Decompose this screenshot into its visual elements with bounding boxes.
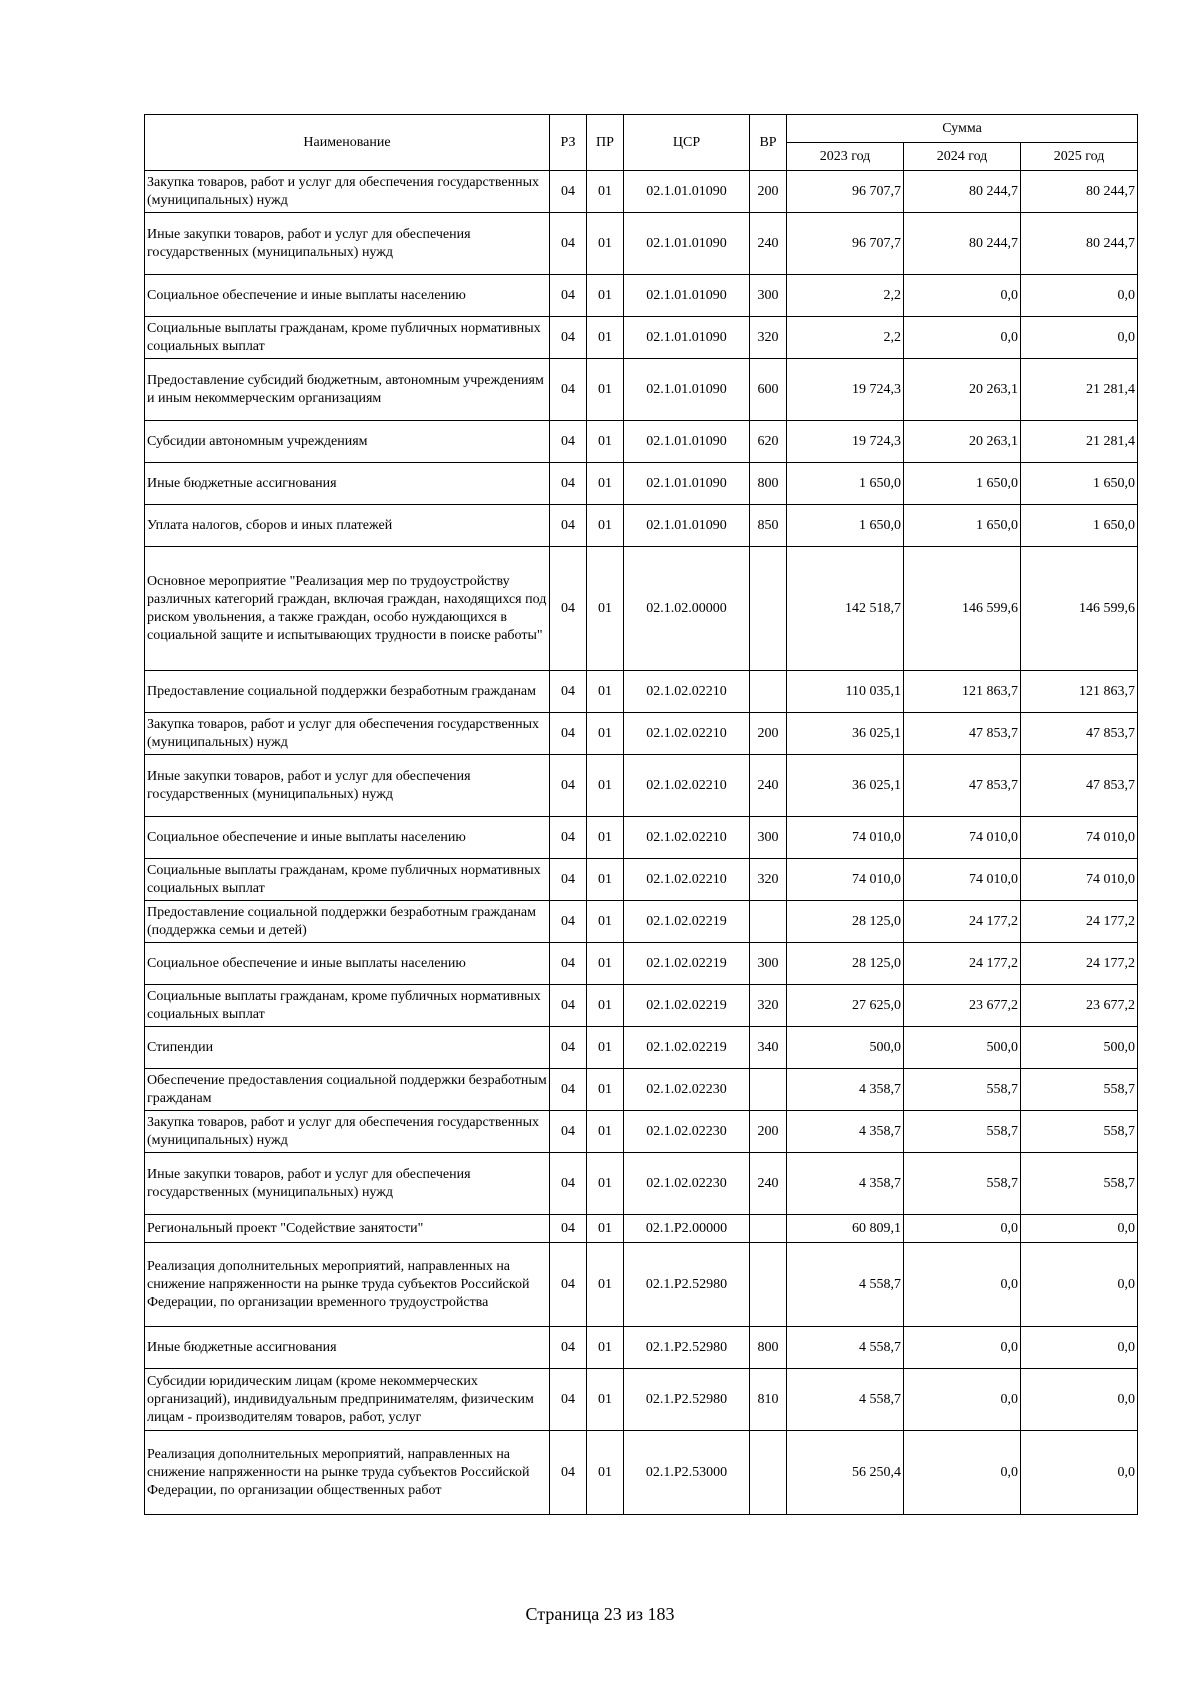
row-2024-cell: 1 650,0 (904, 463, 1021, 505)
row-name-cell: Предоставление субсидий бюджетным, автономным учреждениям и иным некоммерческим организациям (145, 359, 550, 421)
row-2023-cell: 1 650,0 (787, 463, 904, 505)
row-2023-cell: 1 650,0 (787, 505, 904, 547)
row-vr-cell (750, 1431, 787, 1515)
row-csr-cell: 02.1.01.01090 (624, 317, 750, 359)
row-2025-cell: 0,0 (1021, 1215, 1138, 1243)
table-row (145, 943, 1138, 985)
row-2025-cell: 80 244,7 (1021, 171, 1138, 213)
row-2025-cell: 1 650,0 (1021, 505, 1138, 547)
table-row (145, 1027, 1138, 1069)
table-row (145, 171, 1138, 213)
header-rz: РЗ (550, 115, 587, 171)
row-2024-cell: 121 863,7 (904, 671, 1021, 713)
row-csr-cell: 02.1.02.02230 (624, 1153, 750, 1215)
row-vr-cell: 800 (750, 463, 787, 505)
header-name: Наименование (145, 115, 550, 171)
row-pr-cell: 01 (587, 547, 624, 671)
row-2023-cell: 4 558,7 (787, 1369, 904, 1431)
row-2025-cell: 74 010,0 (1021, 859, 1138, 901)
table-row (145, 859, 1138, 901)
row-name-cell: Социальные выплаты гражданам, кроме публичных нормативных социальных выплат (145, 859, 550, 901)
row-name-cell: Иные закупки товаров, работ и услуг для обеспечения государственных (муниципальных) нужд (145, 1153, 550, 1215)
row-csr-cell: 02.1.02.00000 (624, 547, 750, 671)
row-vr-cell (750, 1243, 787, 1327)
row-rz-cell: 04 (550, 901, 587, 943)
row-vr-cell: 300 (750, 275, 787, 317)
table-row (145, 421, 1138, 463)
row-name-cell: Субсидии юридическим лицам (кроме некоммерческих организаций), индивидуальным предпринимателям, физическим лицам - производителям товаров, работ, услуг (145, 1369, 550, 1431)
row-pr-cell: 01 (587, 171, 624, 213)
row-2023-cell: 96 707,7 (787, 171, 904, 213)
table-row (145, 671, 1138, 713)
row-2024-cell: 500,0 (904, 1027, 1021, 1069)
row-2023-cell: 74 010,0 (787, 817, 904, 859)
row-rz-cell: 04 (550, 359, 587, 421)
row-2024-cell: 24 177,2 (904, 901, 1021, 943)
row-name-cell: Социальное обеспечение и иные выплаты населению (145, 275, 550, 317)
row-2025-cell: 80 244,7 (1021, 213, 1138, 275)
header-sum: Сумма (787, 115, 1138, 143)
row-2024-cell: 80 244,7 (904, 213, 1021, 275)
row-name-cell: Социальное обеспечение и иные выплаты населению (145, 817, 550, 859)
row-2023-cell: 4 358,7 (787, 1069, 904, 1111)
row-2025-cell: 500,0 (1021, 1027, 1138, 1069)
row-pr-cell: 01 (587, 985, 624, 1027)
row-2024-cell: 23 677,2 (904, 985, 1021, 1027)
table-row (145, 1431, 1138, 1515)
row-pr-cell: 01 (587, 1431, 624, 1515)
row-name-cell: Социальное обеспечение и иные выплаты населению (145, 943, 550, 985)
row-pr-cell: 01 (587, 1027, 624, 1069)
row-2024-cell: 74 010,0 (904, 859, 1021, 901)
row-csr-cell: 02.1.P2.00000 (624, 1215, 750, 1243)
row-rz-cell: 04 (550, 275, 587, 317)
header-2025: 2025 год (1021, 143, 1138, 171)
row-csr-cell: 02.1.02.02210 (624, 755, 750, 817)
row-pr-cell: 01 (587, 817, 624, 859)
row-pr-cell: 01 (587, 505, 624, 547)
row-csr-cell: 02.1.02.02230 (624, 1111, 750, 1153)
row-rz-cell: 04 (550, 943, 587, 985)
row-2023-cell: 4 358,7 (787, 1111, 904, 1153)
row-csr-cell: 02.1.02.02210 (624, 671, 750, 713)
row-csr-cell: 02.1.02.02219 (624, 985, 750, 1027)
row-vr-cell: 620 (750, 421, 787, 463)
row-rz-cell: 04 (550, 1111, 587, 1153)
row-csr-cell: 02.1.02.02219 (624, 1027, 750, 1069)
row-2024-cell: 1 650,0 (904, 505, 1021, 547)
row-pr-cell: 01 (587, 859, 624, 901)
row-2025-cell: 0,0 (1021, 317, 1138, 359)
row-vr-cell: 800 (750, 1327, 787, 1369)
row-vr-cell: 200 (750, 1111, 787, 1153)
row-pr-cell: 01 (587, 317, 624, 359)
table-row (145, 547, 1138, 671)
page-number: Страница 23 из 183 (525, 1604, 675, 1624)
row-vr-cell: 600 (750, 359, 787, 421)
row-name-cell: Обеспечение предоставления социальной поддержки безработным гражданам (145, 1069, 550, 1111)
row-vr-cell: 810 (750, 1369, 787, 1431)
row-rz-cell: 04 (550, 817, 587, 859)
row-csr-cell: 02.1.02.02230 (624, 1069, 750, 1111)
row-name-cell: Иные закупки товаров, работ и услуг для обеспечения государственных (муниципальных) нужд (145, 213, 550, 275)
row-csr-cell: 02.1.01.01090 (624, 275, 750, 317)
row-vr-cell: 240 (750, 755, 787, 817)
row-vr-cell: 300 (750, 817, 787, 859)
row-2023-cell: 56 250,4 (787, 1431, 904, 1515)
row-2024-cell: 558,7 (904, 1111, 1021, 1153)
row-vr-cell (750, 671, 787, 713)
row-2025-cell: 0,0 (1021, 1431, 1138, 1515)
row-rz-cell: 04 (550, 1069, 587, 1111)
row-name-cell: Иные закупки товаров, работ и услуг для обеспечения государственных (муниципальных) нужд (145, 755, 550, 817)
row-vr-cell: 200 (750, 171, 787, 213)
table-row (145, 817, 1138, 859)
row-csr-cell: 02.1.01.01090 (624, 505, 750, 547)
row-2024-cell: 0,0 (904, 1215, 1021, 1243)
row-2023-cell: 2,2 (787, 317, 904, 359)
row-rz-cell: 04 (550, 213, 587, 275)
row-pr-cell: 01 (587, 713, 624, 755)
table-row (145, 713, 1138, 755)
row-2023-cell: 4 358,7 (787, 1153, 904, 1215)
row-rz-cell: 04 (550, 713, 587, 755)
row-2023-cell: 74 010,0 (787, 859, 904, 901)
row-2023-cell: 36 025,1 (787, 755, 904, 817)
row-name-cell: Закупка товаров, работ и услуг для обеспечения государственных (муниципальных) нужд (145, 1111, 550, 1153)
row-rz-cell: 04 (550, 671, 587, 713)
row-2025-cell: 24 177,2 (1021, 901, 1138, 943)
header-csr: ЦСР (624, 115, 750, 171)
row-2024-cell: 80 244,7 (904, 171, 1021, 213)
row-rz-cell: 04 (550, 859, 587, 901)
row-rz-cell: 04 (550, 505, 587, 547)
row-rz-cell: 04 (550, 755, 587, 817)
table-row (145, 317, 1138, 359)
table-row (145, 275, 1138, 317)
row-rz-cell: 04 (550, 1027, 587, 1069)
row-2023-cell: 110 035,1 (787, 671, 904, 713)
table-row (145, 463, 1138, 505)
row-pr-cell: 01 (587, 1153, 624, 1215)
row-pr-cell: 01 (587, 213, 624, 275)
row-2025-cell: 0,0 (1021, 1327, 1138, 1369)
row-csr-cell: 02.1.01.01090 (624, 359, 750, 421)
row-2025-cell: 24 177,2 (1021, 943, 1138, 985)
row-name-cell: Предоставление социальной поддержки безработным гражданам (145, 671, 550, 713)
table-row (145, 985, 1138, 1027)
row-2024-cell: 0,0 (904, 1431, 1021, 1515)
header-2023: 2023 год (787, 143, 904, 171)
table-row (145, 1111, 1138, 1153)
row-rz-cell: 04 (550, 1243, 587, 1327)
row-name-cell: Иные бюджетные ассигнования (145, 1327, 550, 1369)
row-rz-cell: 04 (550, 1431, 587, 1515)
row-name-cell: Социальные выплаты гражданам, кроме публичных нормативных социальных выплат (145, 985, 550, 1027)
row-csr-cell: 02.1.P2.52980 (624, 1243, 750, 1327)
row-2024-cell: 0,0 (904, 1369, 1021, 1431)
header-2024: 2024 год (904, 143, 1021, 171)
table-row (145, 1369, 1138, 1431)
row-pr-cell: 01 (587, 1111, 624, 1153)
header-pr: ПР (587, 115, 624, 171)
row-pr-cell: 01 (587, 463, 624, 505)
row-2024-cell: 74 010,0 (904, 817, 1021, 859)
row-2025-cell: 74 010,0 (1021, 817, 1138, 859)
row-csr-cell: 02.1.02.02210 (624, 713, 750, 755)
row-pr-cell: 01 (587, 1243, 624, 1327)
row-2025-cell: 558,7 (1021, 1111, 1138, 1153)
row-2024-cell: 558,7 (904, 1153, 1021, 1215)
row-name-cell: Реализация дополнительных мероприятий, направленных на снижение напряженности на рынке труда субъектов Российской Федерации, по организации общественных работ (145, 1431, 550, 1515)
row-name-cell: Социальные выплаты гражданам, кроме публичных нормативных социальных выплат (145, 317, 550, 359)
row-name-cell: Основное мероприятие "Реализация мер по трудоустройству различных категорий граждан, включая граждан, находящихся под риском увольнения, а также граждан, особо нуждающихся в социальной защите и испытывающих трудности в поиске работы" (145, 547, 550, 671)
row-2023-cell: 4 558,7 (787, 1243, 904, 1327)
row-csr-cell: 02.1.01.01090 (624, 213, 750, 275)
row-csr-cell: 02.1.P2.52980 (624, 1327, 750, 1369)
row-pr-cell: 01 (587, 1369, 624, 1431)
row-2023-cell: 28 125,0 (787, 901, 904, 943)
row-2025-cell: 21 281,4 (1021, 421, 1138, 463)
row-rz-cell: 04 (550, 1153, 587, 1215)
header-vr: ВР (750, 115, 787, 171)
row-2023-cell: 28 125,0 (787, 943, 904, 985)
row-2023-cell: 27 625,0 (787, 985, 904, 1027)
row-vr-cell (750, 901, 787, 943)
row-2025-cell: 121 863,7 (1021, 671, 1138, 713)
row-csr-cell: 02.1.02.02210 (624, 859, 750, 901)
row-2023-cell: 19 724,3 (787, 421, 904, 463)
row-2023-cell: 96 707,7 (787, 213, 904, 275)
table-row (145, 1327, 1138, 1369)
row-csr-cell: 02.1.01.01090 (624, 171, 750, 213)
row-2025-cell: 0,0 (1021, 1243, 1138, 1327)
row-2024-cell: 0,0 (904, 275, 1021, 317)
row-csr-cell: 02.1.P2.53000 (624, 1431, 750, 1515)
row-name-cell: Закупка товаров, работ и услуг для обеспечения государственных (муниципальных) нужд (145, 171, 550, 213)
row-2025-cell: 0,0 (1021, 1369, 1138, 1431)
row-2024-cell: 24 177,2 (904, 943, 1021, 985)
row-2024-cell: 0,0 (904, 317, 1021, 359)
table-row (145, 1215, 1138, 1243)
row-2025-cell: 21 281,4 (1021, 359, 1138, 421)
row-vr-cell: 320 (750, 859, 787, 901)
row-vr-cell: 240 (750, 213, 787, 275)
row-2024-cell: 0,0 (904, 1327, 1021, 1369)
table-row (145, 505, 1138, 547)
row-pr-cell: 01 (587, 943, 624, 985)
row-csr-cell: 02.1.01.01090 (624, 463, 750, 505)
row-name-cell: Уплата налогов, сборов и иных платежей (145, 505, 550, 547)
row-vr-cell (750, 1215, 787, 1243)
row-2025-cell: 0,0 (1021, 275, 1138, 317)
row-csr-cell: 02.1.01.01090 (624, 421, 750, 463)
row-pr-cell: 01 (587, 275, 624, 317)
row-vr-cell: 240 (750, 1153, 787, 1215)
row-csr-cell: 02.1.02.02219 (624, 943, 750, 985)
row-vr-cell: 200 (750, 713, 787, 755)
row-vr-cell: 320 (750, 985, 787, 1027)
row-2025-cell: 146 599,6 (1021, 547, 1138, 671)
table-row (145, 1153, 1138, 1215)
row-name-cell: Закупка товаров, работ и услуг для обеспечения государственных (муниципальных) нужд (145, 713, 550, 755)
row-rz-cell: 04 (550, 463, 587, 505)
row-name-cell: Субсидии автономным учреждениям (145, 421, 550, 463)
row-rz-cell: 04 (550, 1215, 587, 1243)
row-rz-cell: 04 (550, 317, 587, 359)
row-pr-cell: 01 (587, 1215, 624, 1243)
table-row (145, 359, 1138, 421)
table-row (145, 1069, 1138, 1111)
row-rz-cell: 04 (550, 171, 587, 213)
row-vr-cell: 300 (750, 943, 787, 985)
row-rz-cell: 04 (550, 1327, 587, 1369)
row-csr-cell: 02.1.P2.52980 (624, 1369, 750, 1431)
row-2024-cell: 20 263,1 (904, 359, 1021, 421)
table-row (145, 901, 1138, 943)
row-name-cell: Реализация дополнительных мероприятий, направленных на снижение напряженности на рынке труда субъектов Российской Федерации, по организации временного трудоустройства (145, 1243, 550, 1327)
table-body (145, 171, 1138, 1515)
row-2024-cell: 47 853,7 (904, 713, 1021, 755)
row-2025-cell: 558,7 (1021, 1153, 1138, 1215)
row-name-cell: Иные бюджетные ассигнования (145, 463, 550, 505)
row-rz-cell: 04 (550, 421, 587, 463)
row-2025-cell: 47 853,7 (1021, 713, 1138, 755)
row-2025-cell: 1 650,0 (1021, 463, 1138, 505)
row-pr-cell: 01 (587, 1327, 624, 1369)
row-pr-cell: 01 (587, 901, 624, 943)
row-2024-cell: 146 599,6 (904, 547, 1021, 671)
row-vr-cell: 320 (750, 317, 787, 359)
row-rz-cell: 04 (550, 985, 587, 1027)
row-2023-cell: 2,2 (787, 275, 904, 317)
row-pr-cell: 01 (587, 421, 624, 463)
row-rz-cell: 04 (550, 547, 587, 671)
row-2025-cell: 47 853,7 (1021, 755, 1138, 817)
budget-table (144, 114, 1138, 1515)
row-2025-cell: 23 677,2 (1021, 985, 1138, 1027)
row-vr-cell (750, 1069, 787, 1111)
row-pr-cell: 01 (587, 671, 624, 713)
row-name-cell: Предоставление социальной поддержки безработным гражданам (поддержка семьи и детей) (145, 901, 550, 943)
row-name-cell: Стипендии (145, 1027, 550, 1069)
row-2023-cell: 19 724,3 (787, 359, 904, 421)
row-csr-cell: 02.1.02.02210 (624, 817, 750, 859)
row-vr-cell (750, 547, 787, 671)
row-2023-cell: 500,0 (787, 1027, 904, 1069)
row-rz-cell: 04 (550, 1369, 587, 1431)
row-pr-cell: 01 (587, 1069, 624, 1111)
row-2023-cell: 36 025,1 (787, 713, 904, 755)
row-2024-cell: 20 263,1 (904, 421, 1021, 463)
row-vr-cell: 850 (750, 505, 787, 547)
row-2025-cell: 558,7 (1021, 1069, 1138, 1111)
row-2024-cell: 0,0 (904, 1243, 1021, 1327)
table-row (145, 213, 1138, 275)
table-row (145, 1243, 1138, 1327)
row-2023-cell: 60 809,1 (787, 1215, 904, 1243)
row-pr-cell: 01 (587, 755, 624, 817)
row-2024-cell: 558,7 (904, 1069, 1021, 1111)
table-row (145, 755, 1138, 817)
row-name-cell: Региональный проект "Содействие занятости" (145, 1215, 550, 1243)
row-vr-cell: 340 (750, 1027, 787, 1069)
row-2023-cell: 142 518,7 (787, 547, 904, 671)
row-2024-cell: 47 853,7 (904, 755, 1021, 817)
row-pr-cell: 01 (587, 359, 624, 421)
row-csr-cell: 02.1.02.02219 (624, 901, 750, 943)
row-2023-cell: 4 558,7 (787, 1327, 904, 1369)
